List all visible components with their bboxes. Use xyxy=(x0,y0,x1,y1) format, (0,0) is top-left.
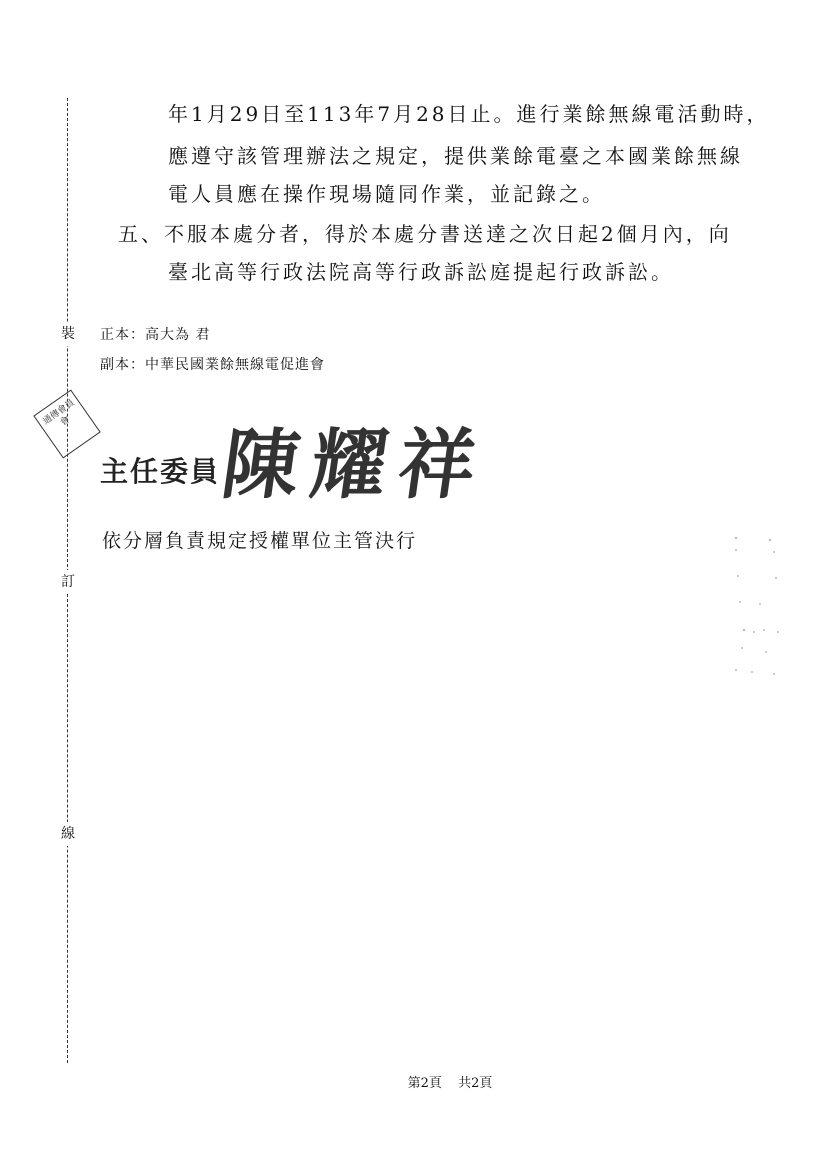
signatory-title: 主任委員 xyxy=(100,455,221,488)
page-number: 第2頁 xyxy=(407,1076,442,1091)
original-recipient: 正本：高大為 君 xyxy=(100,327,211,343)
binding-char-zhuang: 裝 xyxy=(58,322,78,346)
page-total: 共2頁 xyxy=(458,1076,493,1091)
body-line-5: 臺北高等行政法院高等行政訴訟庭提起行政訴訟。 xyxy=(168,260,674,284)
body-line-3: 電人員應在操作現場隨同作業，並記錄之。 xyxy=(168,182,605,206)
scan-noise xyxy=(730,530,790,680)
official-seal-stamp xyxy=(33,390,101,459)
binding-char-ding: 訂 xyxy=(58,570,78,594)
body-line-2: 應遵守該管理辦法之規定，提供業餘電臺之本國業餘無線 xyxy=(168,144,743,168)
body-line-1: 年1月29日至113年7月28日止。進行業餘無線電活動時， xyxy=(168,102,770,126)
body-line-4-item-five: 五、不服本處分者，得於本處分書送達之次日起2個月內，向 xyxy=(118,222,732,246)
page-footer xyxy=(0,1072,820,1091)
signatory-signature: 陳耀祥 xyxy=(216,420,494,509)
authorization-note: 依分層負責規定授權單位主管決行 xyxy=(102,530,418,552)
binding-char-xian: 線 xyxy=(58,822,78,846)
seal-text: 通傳會員會 xyxy=(41,398,77,429)
copy-recipient: 副本：中華民國業餘無線電促進會 xyxy=(100,357,325,373)
